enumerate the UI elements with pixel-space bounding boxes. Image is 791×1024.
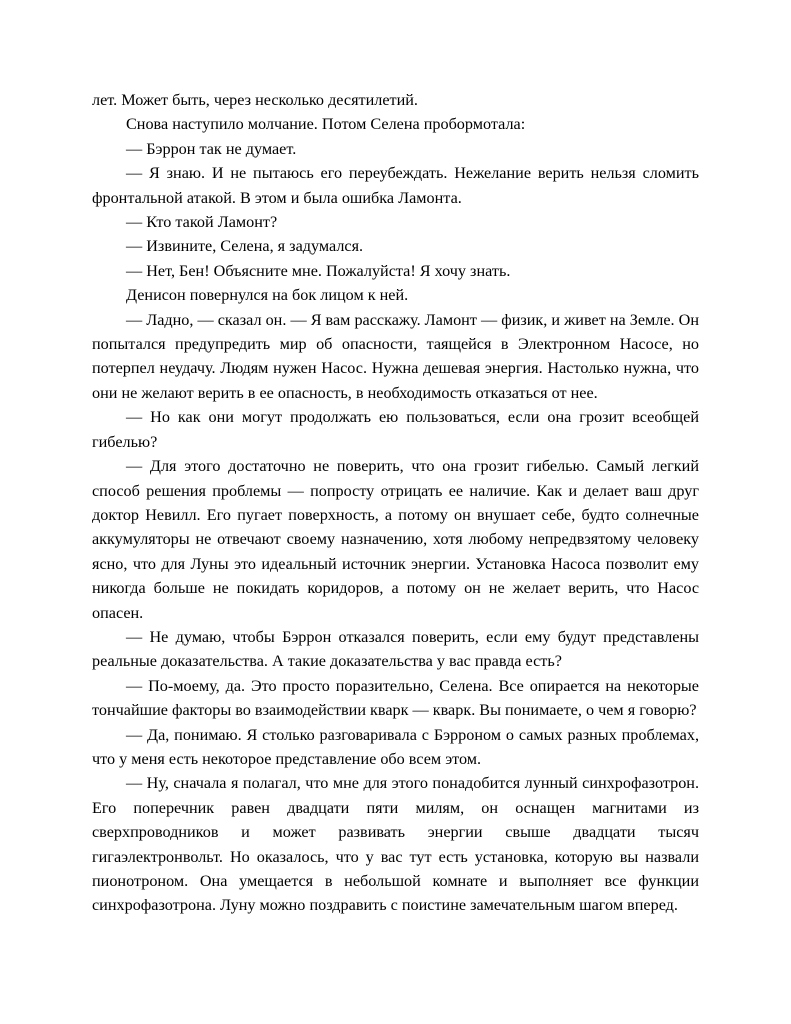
paragraph: — Но как они могут продолжать ею пользоваться, если она грозит всеобщей гибелью? bbox=[92, 408, 699, 451]
paragraph: — Ладно, — сказал он. — Я вам расскажу. Ламонт — физик, и живет на Земле. Он попытался предупредить мир об опасности, таящейся в Электронном Насосе, но потерпел неудачу. Людям нужен Насос. Нужна дешевая энергия. Настолько нужна, что они не желают верить в ее опасность, в необходимость отказаться от нее. bbox=[92, 310, 699, 402]
paragraph: — Извините, Селена, я задумался. bbox=[126, 237, 364, 256]
paragraph: — Я знаю. И не пытаюсь его переубеждать. Нежелание верить нельзя сломить фронтальной атакой. В этом и была ошибка Ламонта. bbox=[92, 164, 699, 207]
paragraph: — Для этого достаточно не поверить, что она грозит гибелью. Самый легкий способ решения проблемы — попросту отрицать ее наличие. Как и делает ваш друг доктор Невилл. Его пугает поверхность, а потому он внушает себе, будто солнечные аккумуляторы не отвечают своему назначению, хотя любому непредвзятому человеку ясно, что для Луны это идеальный источник энергии. Установка Насоса позволит ему никогда больше не покидать коридоров, а потому он не желает верить, что Насос опасен. bbox=[92, 457, 699, 622]
document-body bbox=[92, 88, 699, 918]
paragraph: — Нет, Бен! Объясните мне. Пожалуйста! Я хочу знать. bbox=[126, 261, 511, 280]
paragraph: — По-моему, да. Это просто поразительно, Селена. Все опирается на некоторые тончайшие факторы во взаимодействии кварк — кварк. Вы понимаете, о чем я говорю? bbox=[92, 676, 699, 720]
paragraph: — Да, понимаю. Я столько разговаривала с Бэрроном о самых разных проблемах, что у меня есть некоторое представление обо всем этом. bbox=[92, 725, 699, 768]
paragraph: — Кто такой Ламонт? bbox=[126, 213, 278, 232]
paragraph: лет. Может быть, через несколько десятилетий. bbox=[92, 91, 418, 109]
paragraph: — Ну, сначала я полагал, что мне для этого понадобится лунный синхрофазотрон. Его поперечник равен двадцати пяти милям, он оснащен магнитами из сверхпроводников и может развивать энергии свыше двадцати тысяч гигаэлектронвольт. Но оказалось, что у вас тут есть установка, которую вы назвали пионотроном. Она умещается в небольшой комнате и выполняет все функции синхрофазотрона. Луну можно поздравить с поистине замечательным шагом вперед. bbox=[92, 774, 699, 915]
paragraph: — Бэррон так не думает. bbox=[126, 139, 297, 158]
paragraph: — Не думаю, чтобы Бэррон отказался поверить, если ему будут представлены реальные доказательства. А такие доказательства у вас правда есть? bbox=[92, 627, 699, 671]
paragraph: Денисон повернулся на бок лицом к ней. bbox=[126, 286, 409, 305]
paragraph: Снова наступило молчание. Потом Селена пробормотала: bbox=[126, 115, 526, 134]
